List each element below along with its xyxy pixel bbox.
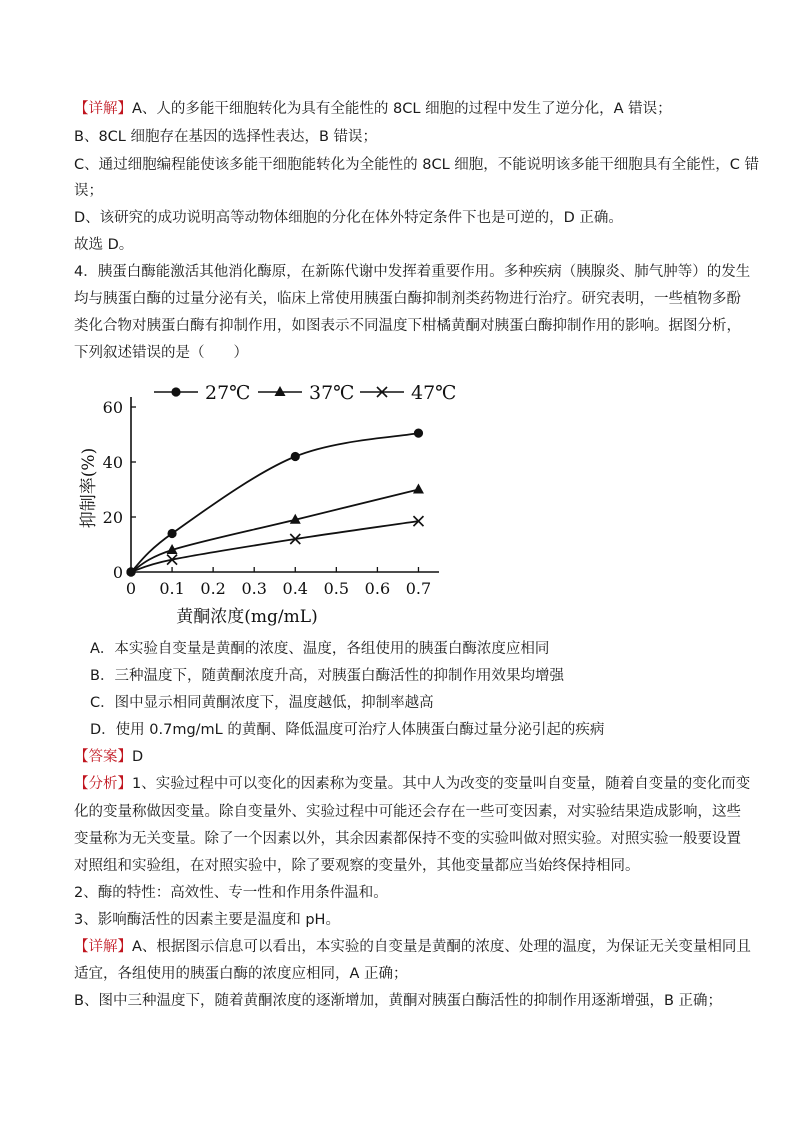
analysis-line-6: 3、影响酶活性的因素主要是温度和 pH。 — [74, 912, 340, 928]
detail-text: A、人的多能干细胞转化为具有全能性的 8CL 细胞的过程中发生了逆分化，A 错误； — [132, 101, 672, 117]
answer-value: D — [132, 749, 144, 765]
detail-tag: 【详解】 — [74, 101, 132, 117]
analysis-text: 1、实验过程中可以变化的因素称为变量。其中人为改变的变量叫自变量，随着自变量的变化而变 — [132, 776, 751, 792]
question-line-2: 均与胰蛋白酶的过量分泌有关，临床上常使用胰蛋白酶抑制剂类药物进行治疗。研究表明，一些植物多酚 — [74, 291, 741, 307]
x-tick-label: 0.5 — [323, 579, 350, 598]
x-tick-label: 0 — [125, 579, 137, 598]
y-axis-label: 抑制率(%) — [79, 447, 99, 529]
legend-label: 27℃ — [205, 382, 251, 404]
x-tick-label: 0.6 — [364, 579, 391, 598]
analysis-line-3: 变量称为无关变量。除了一个因素以外，其余因素都保持不变的实验叫做对照实验。对照实验一般要设置 — [74, 831, 741, 847]
legend-label: 37℃ — [309, 382, 355, 404]
x-tick-label: 0.7 — [405, 579, 432, 598]
detail2-tag: 【详解】 — [74, 939, 132, 955]
legend-marker — [171, 387, 180, 396]
detail-line-2: B、8CL 细胞存在基因的选择性表达，B 错误； — [74, 129, 378, 145]
chart-series — [126, 429, 424, 577]
x-tick-label: 0.2 — [200, 579, 226, 598]
detail-line-6: 故选 D。 — [74, 237, 134, 253]
detail-line-5: D、该研究的成功说明高等动物体细胞的分化在体外特定条件下也是可逆的，D 正确。 — [74, 210, 623, 226]
series-0-point — [291, 452, 300, 461]
detail2-line-3: B、图中三种温度下，随着黄酮浓度的逐渐增加，黄酮对胰蛋白酶活性的抑制作用逐渐增强，B 正确； — [74, 993, 723, 1009]
y-tick-label: 0 — [112, 563, 123, 582]
analysis-line-5: 2、酶的特性：高效性、专一性和作用条件温和。 — [74, 885, 388, 901]
series-line-2 — [131, 521, 418, 572]
x-tick-label: 0.1 — [159, 579, 185, 598]
detail-line-4: 误； — [74, 183, 103, 199]
legend-label: 47℃ — [411, 382, 457, 404]
answer-tag: 【答案】 — [74, 749, 132, 765]
answer-line — [74, 747, 143, 767]
option-d: D．使用 0.7mg/mL 的黄酮、降低温度可治疗人体胰蛋白酶过量分泌引起的疾病 — [90, 722, 605, 738]
detail2-text: A、根据图示信息可以看出，本实验的自变量是黄酮的浓度、处理的温度，为保证无关变量相同且 — [132, 939, 751, 955]
y-tick-label: 40 — [102, 453, 123, 472]
x-axis-label: 黄酮浓度(mg/mL) — [176, 607, 318, 627]
question-line-1: 4．胰蛋白酶能激活其他消化酶原，在新陈代谢中发挥着重要作用。多种疾病（胰腺炎、肺气肿等）的发生 — [74, 264, 751, 280]
detail-line-3: C、通过细胞编程能使该多能干细胞能转化为全能性的 8CL 细胞，不能说明该多能干细胞具有全能性，C 错 — [74, 157, 760, 173]
question-line-4: 下列叙述错误的是（ ） — [74, 345, 248, 361]
option-b: B．三种温度下，随黄酮浓度升高，对胰蛋白酶活性的抑制作用效果均增强 — [90, 668, 564, 684]
option-c: C．图中显示相同黄酮浓度下，温度越低，抑制率越高 — [90, 695, 434, 711]
series-1-point — [413, 484, 424, 494]
legend-marker — [275, 386, 286, 396]
analysis-line-2: 化的变量称做因变量。除自变量外、实验过程中可能还会存在一些可变因素，对实验结果造成影响，这些 — [74, 804, 741, 820]
analysis-line-1 — [74, 774, 750, 794]
analysis-line-4: 对照组和实验组，在对照实验中，除了要观察的变量外，其他变量都应当始终保持相同。 — [74, 858, 640, 874]
option-a: A．本实验自变量是黄酮的浓度、温度，各组使用的胰蛋白酶浓度应相同 — [90, 641, 550, 657]
series-0-point — [167, 529, 176, 538]
detail-line-1 — [74, 99, 672, 119]
x-tick-label: 0.3 — [241, 579, 267, 598]
x-tick-label: 0.4 — [282, 579, 308, 598]
origin-point — [126, 567, 135, 576]
y-tick-label: 20 — [102, 508, 123, 527]
analysis-tag: 【分析】 — [74, 776, 132, 792]
inhibition-rate-chart — [70, 370, 470, 635]
y-tick-label: 60 — [102, 398, 123, 417]
detail2-line-1 — [74, 937, 751, 957]
series-0-point — [414, 429, 423, 438]
question-line-3: 类化合物对胰蛋白酶有抑制作用，如图表示不同温度下柑橘黄酮对胰蛋白酶抑制作用的影响。据图分析， — [74, 318, 741, 334]
detail2-line-2: 适宜，各组使用的胰蛋白酶的浓度应相同，A 正确； — [74, 966, 408, 982]
chart-legend — [154, 382, 456, 404]
